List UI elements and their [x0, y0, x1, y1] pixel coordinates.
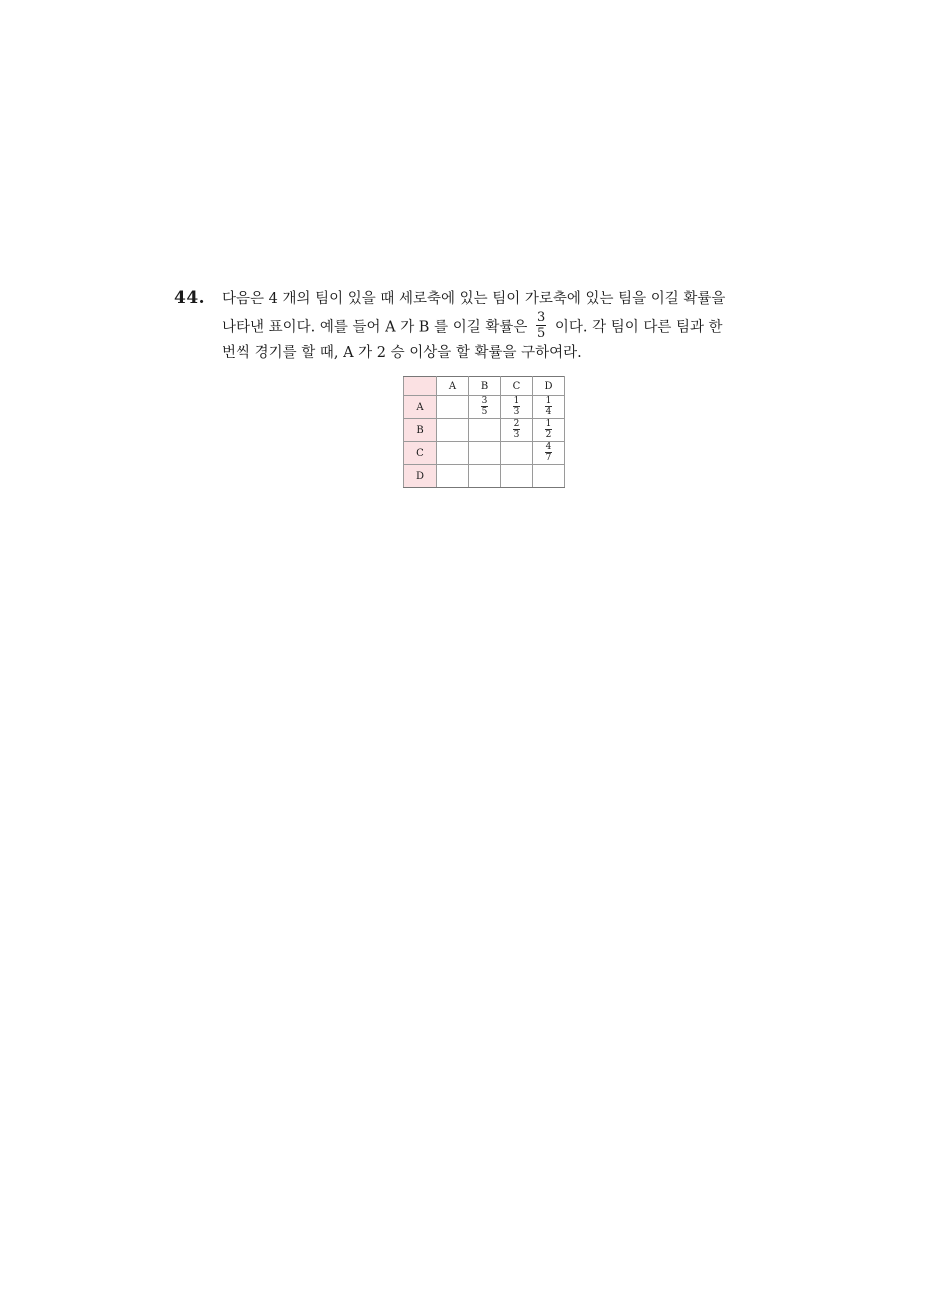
- cell-fraction: [481, 397, 489, 417]
- table-cell: [501, 442, 533, 465]
- problem-number: 44.: [174, 288, 206, 308]
- table-cell: [469, 419, 501, 442]
- fraction-numerator: 1: [545, 396, 552, 406]
- row-header: B: [404, 419, 437, 442]
- table-row: [404, 465, 565, 488]
- fraction-denominator: 3: [513, 407, 520, 417]
- table-cell: [533, 442, 565, 465]
- column-header: A: [437, 377, 469, 396]
- problem-line-2: [222, 310, 762, 341]
- table-corner-cell: [404, 377, 437, 396]
- table-cell: [437, 419, 469, 442]
- fraction-denominator: 3: [513, 430, 520, 440]
- row-header: A: [404, 396, 437, 419]
- cell-fraction: [545, 397, 553, 417]
- column-header: C: [501, 377, 533, 396]
- table-row: [404, 396, 565, 419]
- cell-fraction: [513, 420, 521, 440]
- problem-line-2-after: 이다. 각 팀이 다른 팀과 한: [554, 319, 723, 336]
- fraction-numerator: 1: [545, 419, 552, 429]
- row-header: D: [404, 465, 437, 488]
- example-fraction-denominator: 5: [536, 326, 546, 341]
- table-cell: [501, 396, 533, 419]
- table-cell: [533, 396, 565, 419]
- table-cell: [469, 442, 501, 465]
- fraction-denominator: 5: [481, 407, 488, 417]
- cell-fraction: [545, 420, 553, 440]
- fraction-denominator: 4: [545, 407, 552, 417]
- column-header: B: [469, 377, 501, 396]
- fraction-numerator: 3: [481, 396, 488, 406]
- column-header: D: [533, 377, 565, 396]
- fraction-numerator: 1: [513, 396, 520, 406]
- problem-text: [222, 286, 762, 367]
- fraction-denominator: 7: [545, 453, 552, 463]
- example-fraction-numerator: 3: [536, 310, 546, 325]
- fraction-denominator: 2: [545, 430, 552, 440]
- table-cell: [437, 442, 469, 465]
- example-fraction: [536, 311, 546, 340]
- table-cell: [437, 465, 469, 488]
- cell-fraction: [513, 397, 521, 417]
- table-cell: [437, 396, 469, 419]
- problem-line-1: 다음은 4 개의 팀이 있을 때 세로축에 있는 팀이 가로축에 있는 팀을 이길 확률을: [222, 291, 726, 307]
- table-cell: [469, 465, 501, 488]
- table-header-row: [404, 377, 565, 396]
- fraction-numerator: 4: [545, 442, 552, 452]
- problem-line-2-before: 나타낸 표이다. 예를 들어 A 가 B 를 이길 확률은: [222, 319, 528, 336]
- fraction-numerator: 2: [513, 419, 520, 429]
- table-row: [404, 419, 565, 442]
- table-row: [404, 442, 565, 465]
- table-cell: [533, 419, 565, 442]
- table-cell: [501, 465, 533, 488]
- table-cell: [469, 396, 501, 419]
- row-header: C: [404, 442, 437, 465]
- table-cell: [501, 419, 533, 442]
- cell-fraction: [545, 443, 553, 463]
- table-cell: [533, 465, 565, 488]
- problem-line-3: 번씩 경기를 할 때, A 가 2 승 이상을 할 확률을 구하여라.: [222, 345, 582, 361]
- win-probability-table: [403, 376, 565, 488]
